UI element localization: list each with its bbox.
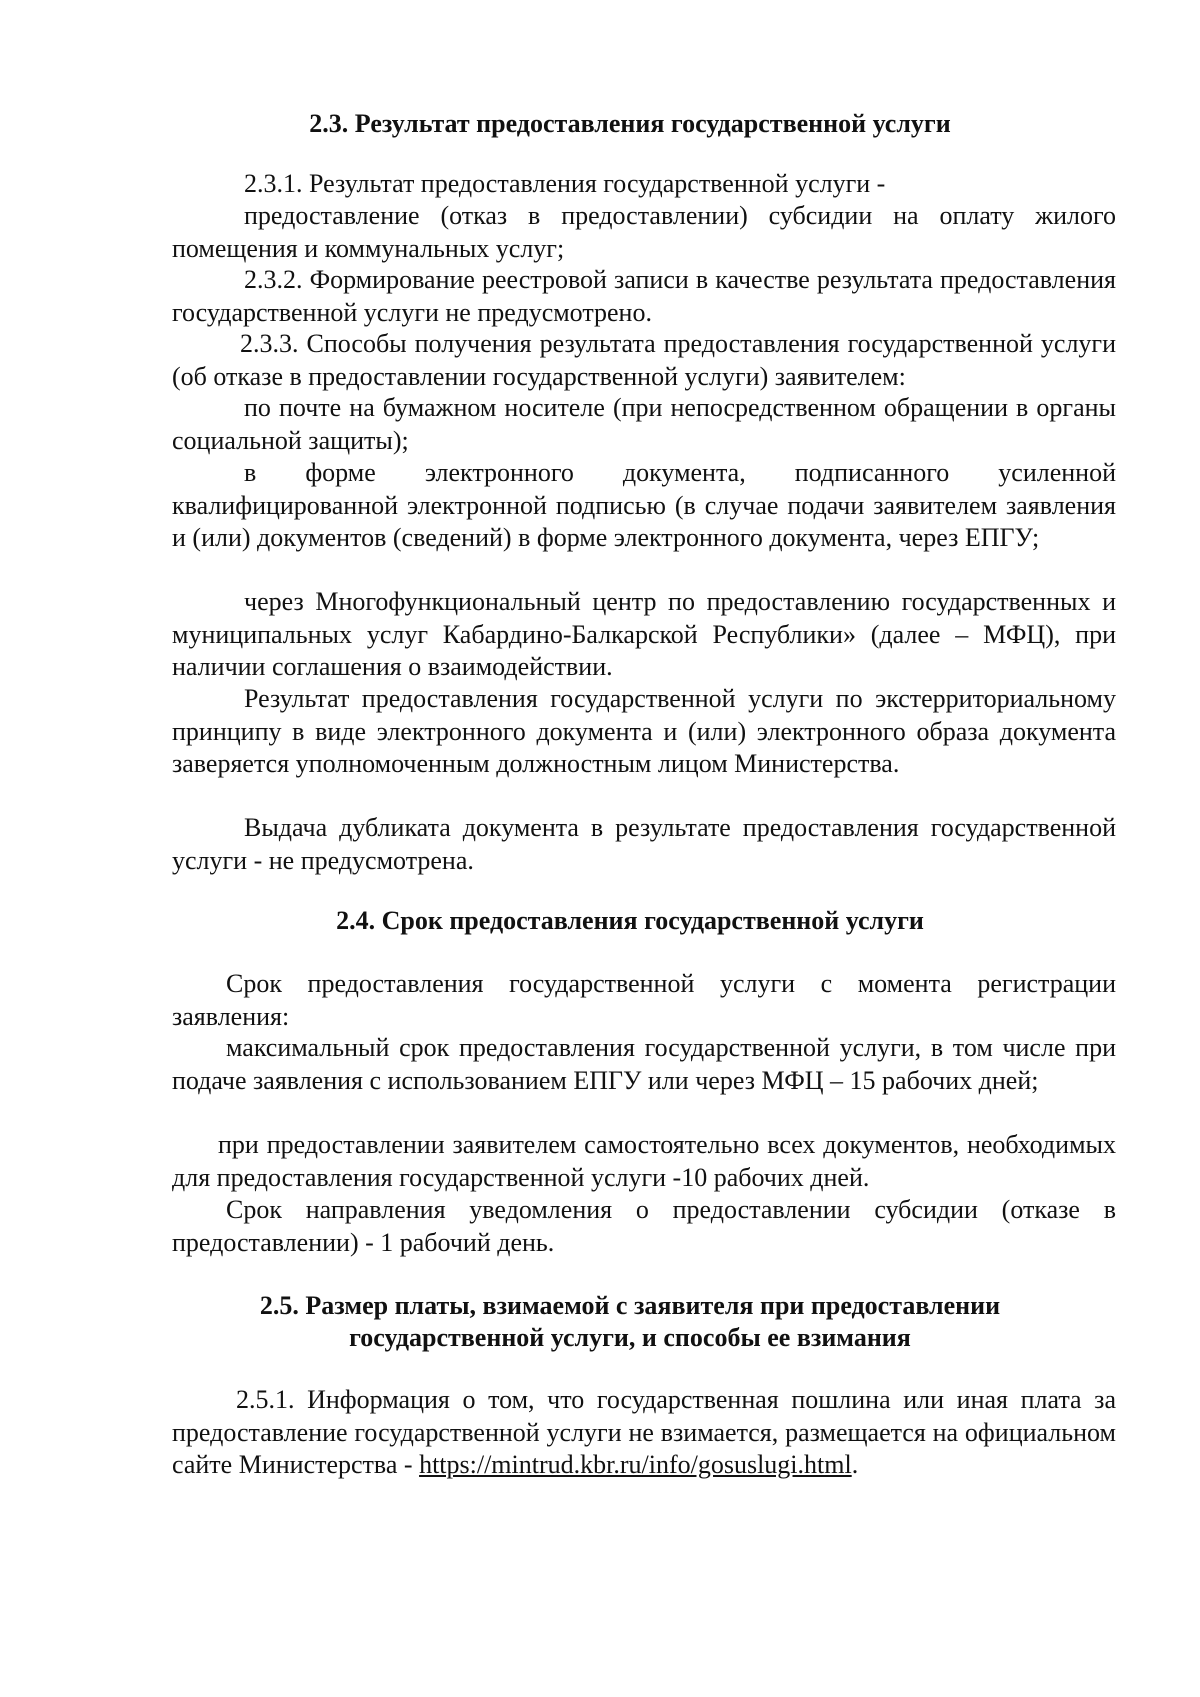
paragraph-mail-method: по почте на бумажном носителе (при непосредственном обращении в органы социальной защиты); <box>172 393 1116 455</box>
paragraph-duplicate: Выдача дубликата документа в результате предоставления государственной услуги - не предусмотрена. <box>172 813 1116 875</box>
paragraph-2-3-1-result: предоставление (отказ в предоставлении) субсидии на оплату жилого помещения и коммунальных услуг; <box>172 201 1116 263</box>
paragraph-notification-term: Срок направления уведомления о предоставлении субсидии (отказе в предоставлении) - 1 рабочий день. <box>172 1195 1116 1257</box>
paragraph-mfc-method: через Многофункциональный центр по предоставлению государственных и муниципальных услуг Кабардино-Балкарской Республики» (далее – МФЦ), при наличии соглашения о взаимодействии. <box>172 587 1116 681</box>
paragraph-2-5-1 <box>172 1384 1116 1482</box>
section-heading-2-4: 2.4. Срок предоставления государственной услуги <box>336 906 924 935</box>
paragraph-2-3-2: 2.3.2. Формирование реестровой записи в качестве результата предоставления государственной услуги не предусмотрено. <box>172 265 1116 327</box>
paragraph-self-submission-term: при предоставлении заявителем самостоятельно всех документов, необходимых для предоставления государственной услуги -10 рабочих дней. <box>172 1130 1116 1192</box>
section-heading-2-5-line2: государственной услуги, и способы ее взимания <box>349 1323 911 1352</box>
paragraph-2-5-1-end: . <box>851 1450 859 1479</box>
paragraph-max-term: максимальный срок предоставления государственной услуги, в том числе при подаче заявления с использованием ЕПГУ или через МФЦ – 15 рабочих дней; <box>172 1033 1116 1095</box>
paragraph-2-3-3: 2.3.3. Способы получения результата предоставления государственной услуги (об отказе в предоставлении государственной услуги) заявителем: <box>172 329 1116 391</box>
section-heading-2-5-line1: 2.5. Размер платы, взимаемой с заявителя при предоставлении <box>259 1291 1001 1320</box>
ministry-website-link[interactable]: https://mintrud.kbr.ru/info/gosuslugi.html <box>419 1450 852 1479</box>
section-heading-2-3: 2.3. Результат предоставления государственной услуги <box>309 109 951 138</box>
paragraph-2-3-1: 2.3.1. Результат предоставления государственной услуги - <box>244 169 886 198</box>
paragraph-2-5-1-text: 2.5.1. Информация о том, что государственная пошлина или иная плата за предоставление государственной услуги не взимается, размещается на официальном сайте Министерства - <box>172 1385 1116 1479</box>
paragraph-term-intro: Срок предоставления государственной услуги с момента регистрации заявления: <box>172 969 1116 1031</box>
paragraph-electronic-method: в форме электронного документа, подписанного усиленной квалифицированной электронной подписью (в случае подачи заявителем заявления и (или) документов (сведений) в форме электронного документа, через ЕПГУ; <box>172 458 1116 552</box>
paragraph-extraterritorial: Результат предоставления государственной услуги по экстерриториальному принципу в виде электронного документа и (или) электронного образа документа заверяется уполномоченным должностным лицом Министерства. <box>172 684 1116 778</box>
